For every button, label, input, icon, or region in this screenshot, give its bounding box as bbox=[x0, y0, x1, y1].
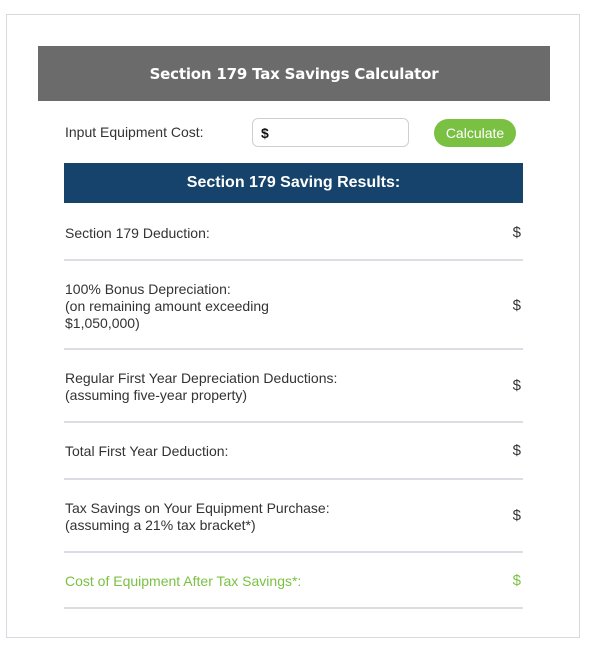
result-sublabel: $1,050,000) bbox=[65, 315, 140, 331]
result-row-tax-savings bbox=[64, 480, 523, 553]
result-label: Total First Year Deduction: bbox=[65, 443, 229, 459]
result-label: Section 179 Deduction: bbox=[65, 225, 210, 241]
result-row-section-179-deduction bbox=[64, 203, 523, 261]
result-label: Tax Savings on Your Equipment Purchase: bbox=[65, 500, 330, 516]
result-row-regular-depreciation bbox=[64, 350, 523, 423]
result-row-cost-after-savings bbox=[64, 553, 523, 609]
result-label: 100% Bonus Depreciation: bbox=[65, 281, 231, 297]
result-sublabel: (assuming a 21% tax bracket*) bbox=[65, 517, 256, 533]
currency-prefix: $ bbox=[261, 124, 269, 141]
equipment-cost-field[interactable] bbox=[252, 118, 409, 147]
result-row-bonus-depreciation bbox=[64, 261, 523, 350]
result-value: $ bbox=[512, 507, 521, 524]
calculator-title: Section 179 Tax Savings Calculator bbox=[38, 46, 550, 101]
result-label: Cost of Equipment After Tax Savings*: bbox=[65, 573, 302, 589]
result-label: Regular First Year Depreciation Deductions: bbox=[65, 370, 338, 386]
results-header: Section 179 Saving Results: bbox=[64, 163, 523, 203]
calculate-button[interactable]: Calculate bbox=[434, 119, 516, 147]
result-row-total-first-year bbox=[64, 423, 523, 480]
result-value: $ bbox=[512, 377, 521, 394]
equipment-cost-label: Input Equipment Cost: bbox=[65, 124, 204, 140]
equipment-cost-input[interactable] bbox=[273, 124, 397, 142]
result-sublabel: (assuming five-year property) bbox=[65, 387, 248, 403]
result-value: $ bbox=[512, 572, 521, 589]
result-sublabel: (on remaining amount exceeding bbox=[65, 298, 269, 314]
result-value: $ bbox=[512, 297, 521, 314]
result-value: $ bbox=[512, 224, 521, 241]
result-value: $ bbox=[512, 442, 521, 459]
